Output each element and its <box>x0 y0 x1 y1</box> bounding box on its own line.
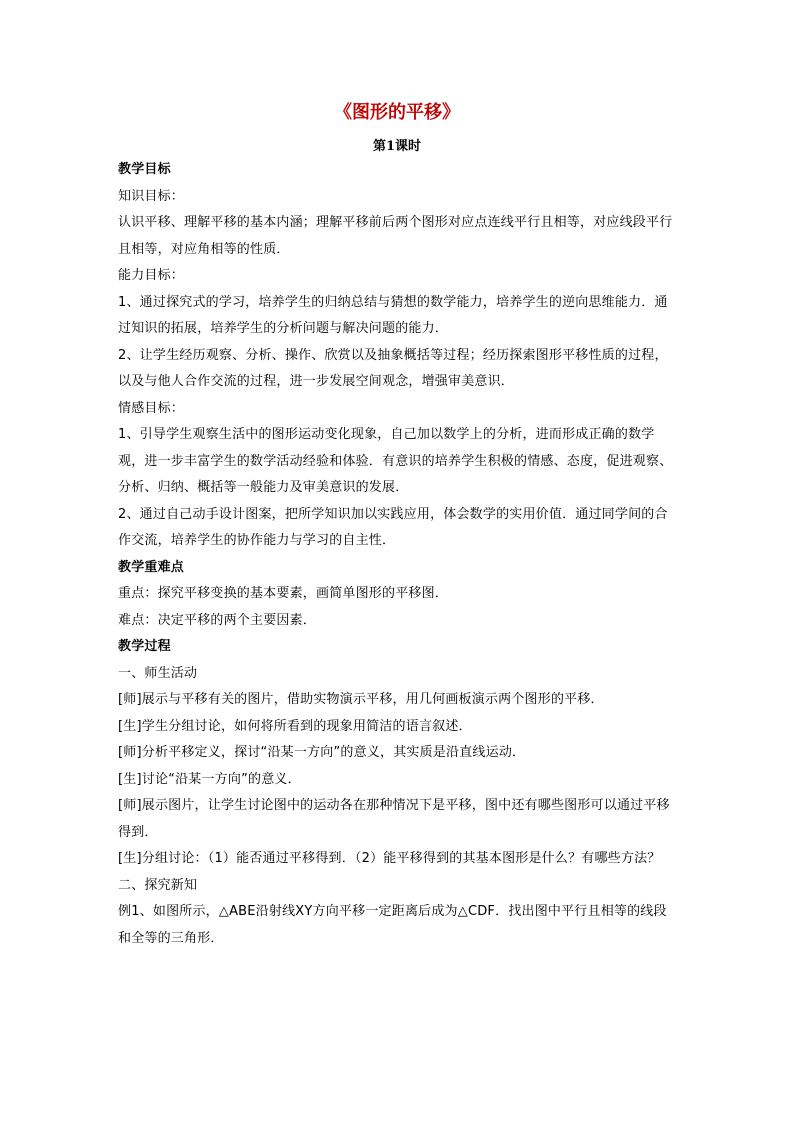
process-line: [师]展示与平移有关的图片，借助实物演示平移，用几何画板演示两个图形的平移． <box>118 692 604 707</box>
document-title: 《图形的平移》 <box>334 102 460 123</box>
emotion-label: 情感目标： <box>118 400 185 416</box>
process-line: [生]学生分组讨论，如何将所看到的现象用简洁的语言叙述． <box>118 718 472 734</box>
part1-title: 一、师生活动 <box>118 665 198 681</box>
process-heading: 教学过程 <box>118 639 171 654</box>
process-line: [师]展示图片，让学生讨论图中的运动各在那种情况下是平移，图中还有哪些图形可以通过平移得到． <box>118 798 670 840</box>
process-line: [生]讨论“沿某一方向”的意义． <box>118 771 301 787</box>
key-point: 重点：探究平移变换的基本要素，画简单图形的平移图． <box>118 586 449 601</box>
process-line: [生]分组讨论：（1）能否通过平移得到．（2）能平移得到的其基本图形是什么？有哪些方法？ <box>118 851 661 866</box>
emotion-item-2: 2、通过自己动手设计图案，把所学知识加以实践应用，体会数学的实用价值．通过同学间的合作交流，培养学生的协作能力与学习的自主性． <box>118 506 668 548</box>
ability-item-2: 2、让学生经历观察、分析、操作、欣赏以及抽象概括等过程；经历探索图形平移性质的过程，以及与他人合作交流的过程，进一步发展空间观念，增强审美意识． <box>118 347 668 389</box>
difficult-point: 难点：决定平移的两个主要因素． <box>118 612 317 628</box>
process-line: [师]分析平移定义，探讨“沿某一方向”的意义，其实质是沿直线运动． <box>118 745 526 760</box>
lesson-subtitle: 第1课时 <box>372 139 422 154</box>
example-1: 例1、如图所示，△ABE沿射线XY方向平移一定距离后成为△CDF．找出图中平行且相等的线段和全等的三角形． <box>118 904 667 946</box>
objectives-heading: 教学目标 <box>118 162 171 177</box>
document-body <box>118 157 678 952</box>
key-points-heading: 教学重难点 <box>118 559 185 575</box>
knowledge-text: 认识平移、理解平移的基本内涵；理解平移前后两个图形对应点连线平行且相等，对应线段平行且相等，对应角相等的性质． <box>118 215 673 257</box>
ability-label: 能力目标： <box>118 268 185 283</box>
ability-item-1: 1、通过探究式的学习，培养学生的归纳总结与猜想的数学能力，培养学生的逆向思维能力．通过知识的拓展，培养学生的分析问题与解决问题的能力． <box>118 294 668 336</box>
knowledge-label: 知识目标： <box>118 188 185 204</box>
part2-title: 二、探究新知 <box>118 877 198 893</box>
emotion-item-1: 1、引导学生观察生活中的图形运动变化现象，自己加以数学上的分析，进而形成正确的数学观，进一步丰富学生的数学活动经验和体验．有意识的培养学生积极的情感、态度，促进观察、分析、归纳、概括等一般能力及审美意识的发展． <box>118 427 673 495</box>
